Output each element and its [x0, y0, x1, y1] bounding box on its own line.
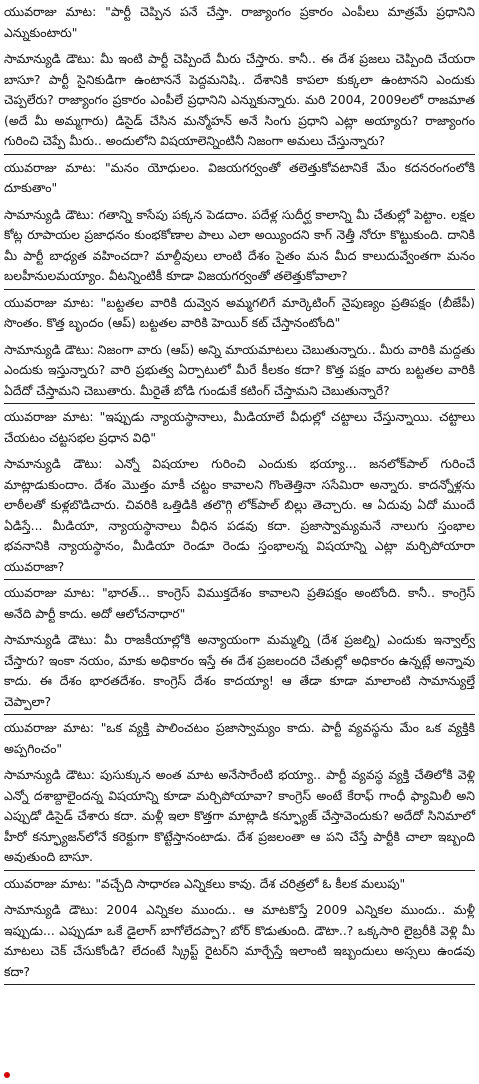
samanyudi-doubt-paragraph — [4, 765, 475, 871]
paragraph-text: "ఇప్పుడు న్యాయస్థానాలు, మీడియాలే వీధుల్లో చట్టాలు చేస్తున్నాయి. చట్టాలు చేయటం చట్టసభల ప్రధాన విధి" — [4, 409, 475, 445]
samanyudi-doubt-paragraph — [4, 630, 475, 715]
speaker-label: యువరాజు మాట: — [4, 294, 95, 310]
yuvaraju-quote-paragraph — [4, 2, 475, 43]
yuvaraju-quote-paragraph — [4, 407, 475, 448]
speaker-label: సామాన్యుడి డౌటు: — [4, 767, 95, 782]
samanyudi-doubt-paragraph — [4, 454, 475, 580]
speaker-label: యువరాజు మాట: — [4, 409, 94, 424]
paragraph-text: గతాన్ని కాసేపు పక్కన పెడదాం. పదేళ్ల సుదీర్ఘ కాలాన్ని మీ చేతుల్లో పెట్టాం. లక్షల కోట్ల రూపాయల ప్రజాధనం కుంభకోణాల పాలు ఎలా అయ్యిందని కాగ్ నెత్తీ నోరూ కొట్టుకుంది. దానికి మీ పార్టీ బాధ్యత వహించదా? మాల్దీవులు లాంటి దేశం సైతం మన మీద కాలుదువ్వేంతగా మనం బలహీనులమయ్యాం. వీటన్నింటికీ కూడా విజయగర్వంతో తలెత్తుకోవాలా? — [4, 206, 476, 283]
samanyudi-doubt-paragraph — [4, 49, 475, 155]
paragraph-text: మీ రాజకీయాల్లోకి అన్యాయంగా మమ్మల్ని (దేశ ప్రజల్ని) ఎందుకు ఇన్వాల్వ్ చేస్తారు? ఇంకా నయం, మాకు అధికారం ఇస్తే ఈ దేశ ప్రజలందరి చేతుల్లో అధికారం ఉన్నట్లే అన్నావు కాదు. ఈ దేశం భారతదేశం. కాంగ్రెస్ దేశం కాదయ్యా! ఆ తేడా కూడా మాలాంటి సామాన్యుల్తే చెప్పాలా? — [4, 632, 475, 709]
yuvaraju-quote-paragraph — [4, 718, 475, 759]
paragraph-text: 2004 ఎన్నికల ముందు.. ఆ మాటకొస్తే 2009 ఎన్నికల ముందు.. మళ్లీ ఇప్పుడు... ఎప్పుడూ ఒకే డైలాగ్ బాగోలేదప్పా? బోర్ కొడుతుంది. డౌటా..? ఒక్కసారి లైబ్రరీకి వెళ్లి మీ మాటలు చెక్ చేసుకోండి? లేదంటే స్క్రిప్ట్ రైటర్‌ని మార్చేస్తే ఇలాంటి ఇబ్బందులు అస్సలు ఉండవు కదా? — [4, 902, 475, 979]
speaker-label: యువరాజు మాట: — [4, 4, 97, 19]
samanyudi-doubt-paragraph — [4, 900, 475, 985]
speaker-label: సామాన్యుడి డౌటు: — [4, 902, 98, 917]
paragraph-text: "ఒక వ్యక్తి పాలించటం ప్రజాస్వామ్యం కాదు. పార్టీ వ్యవస్థను మేం ఒక వ్యక్తికి అప్పగించం" — [4, 720, 476, 756]
speaker-label: యువరాజు మాట: — [4, 875, 92, 891]
yuvaraju-quote-paragraph — [4, 293, 475, 334]
paragraph-text: నిజంగా వారు (ఆప్) అన్ని మాయమాటలు చెబుతున్నారు.. మీరు వారికి మద్దతు ఎందుకు ఇస్తున్నారు? వారి ప్రభుత్వ ఏర్పాటులో మీరే కీలకం కదా? కొత్త పక్షం వారు బట్టతల వారికి ఏదేదో చేస్తామని చెబుతారు. మీరైతే బోడి గుండుకే కటింగ్ చేస్తామని చెబుతున్నారే? — [4, 341, 475, 398]
speaker-label: యువరాజు మాట: — [4, 720, 95, 735]
bullet-marker — [4, 1072, 10, 1078]
speaker-label: యువరాజు మాట: — [4, 159, 97, 175]
speaker-label: సామాన్యుడి డౌటు: — [4, 51, 95, 66]
yuvaraju-quote-paragraph — [4, 583, 475, 624]
paragraph-text: పుసుక్కున అంత మాట అనేసారేంటి భయ్యా.. పార్టీ వ్యవస్థ వ్యక్తి చేతిలోకి వెళ్లి ఎన్నో దశాబ్దాలైందన్న విషయాన్ని కూడా మర్చిపోయావా? కాంగ్రెస్ అంటే కేరాఫ్ గాంధీ ఫ్యామిలీ అని ఎప్పుడో డిసైడ్ చేశారు కదా. మళ్లీ ఇలా కొత్తగా మాట్లాడి కన్ఫ్యూజ్ చేస్తావెందుకు? అదేదో సినిమాలో హీరో కన్ఫ్యూజన్‌లోనే కరెక్టుగా కొట్టేస్తానంటాడు. దేశ ప్రజలంతా ఆ పని చేస్తే పార్టీకి చాలా ఇబ్బంది అవుతుంది బాసూ. — [4, 767, 476, 864]
speaker-label: సామాన్యుడి డౌటు: — [4, 632, 97, 647]
paragraph-text: "భారత్... కాంగ్రెస్ విముక్తదేశం కావాలని ప్రతిపక్షం అంటోంది. కానీ.. కాంగ్రెస్ అనేది పార్టీ కాదు. అదో ఆలోచనాధార" — [4, 585, 475, 621]
paragraph-text: "మనం యోధులం. విజయగర్వంతో తలెత్తుకోవటానికే మేం కదనరంగంలోకి దూకుతాం" — [4, 159, 475, 195]
paragraph-text: "పార్టీ చెప్పిన పనే చేస్తా. రాజ్యాంగం ప్రకారం ఎంపీలు మాత్రమే ప్రధానిని ఎన్నుకుంటారు" — [4, 4, 476, 40]
samanyudi-doubt-paragraph — [4, 340, 475, 405]
samanyudi-doubt-paragraph — [4, 205, 475, 290]
paragraph-text: "బట్టతల వారికి దువ్వెన అమ్మగలిగే మార్కెటింగ్ నైపుణ్యం ప్రతిపక్షం (బీజేపీ) సొంతం. కొత్త బృందం (ఆప్) బట్టతల వారికి హెయిర్ కట్ చేస్తానంటోంది" — [4, 294, 475, 330]
paragraph-text: ఎన్నో విషయాల గురించి ఎందుకు భయ్యా... జనలోక్‌పాల్ గురించే మాట్లాడుకుందాం. దేశం మొత్తం మాకీ చట్టం కావాలని గొంతెత్తినా ససేమిరా అన్నారు. కాదన్నోళ్లను లాఠీలతో కుళ్లబొడిచారు. చివరికి ఒత్తిడికి తలొగ్గి లోక్‌పాల్ బిల్లు తెచ్చారు. ఆ ఏదువు ఏదో ముందే ఏడిస్తే... మీడియా, న్యాయస్థానాలు వీధిన పడవు కదా. ప్రజాస్వామ్యమనే నాలుగు స్తంభాల భవనానికి న్యాయస్థానం, మీడియా రెండూ రెండు స్తంభాలన్న విషయాన్ని ఎట్లా మర్చిపోయారా యువరాజా? — [4, 456, 475, 574]
yuvaraju-quote-paragraph — [4, 158, 475, 199]
speaker-label: సామాన్యుడి డౌటు: — [4, 456, 103, 471]
paragraph-text: మీ ఇంటి పార్టీ చెప్పిందే మీరు చేస్తారు. కానీ.. ఈ దేశ ప్రజలు చెప్పింది చేయరా బాసూ? పార్టీ సైనికుడిగా ఉంటాననే పెద్దమనిషి.. దేశానికి కాపలా కుక్కలా ఉంటానని ఎందుకు చెప్పలేరు? రాజ్యాంగం ప్రకారం ఎంపీలే ప్రధానిని ఎన్నుకున్నారు. మరి 2004, 2009లలో రాజమాత (అదే మీ అమ్మగారు) డిసైడ్ చేసిన మన్మోహన్ అనే సింగు ప్రధాని ఎట్లా అయ్యారు? రాజ్యాంగం గురించి చెప్పే మీరు.. అందులోని విషయాలెన్నింటినీ నిజంగా అమలు చేస్తున్నారు? — [4, 51, 476, 148]
speaker-label: సామాన్యుడి డౌటు: — [4, 341, 94, 357]
speaker-label: సామాన్యుడి డౌటు: — [4, 206, 95, 222]
yuvaraju-quote-paragraph — [4, 874, 475, 895]
speaker-label: యువరాజు మాట: — [4, 585, 95, 600]
paragraph-text: "వచ్చేది సాధారణ ఎన్నికలు కావు. దేశ చరిత్రలో ఓ కీలక మలుపు" — [91, 875, 406, 891]
